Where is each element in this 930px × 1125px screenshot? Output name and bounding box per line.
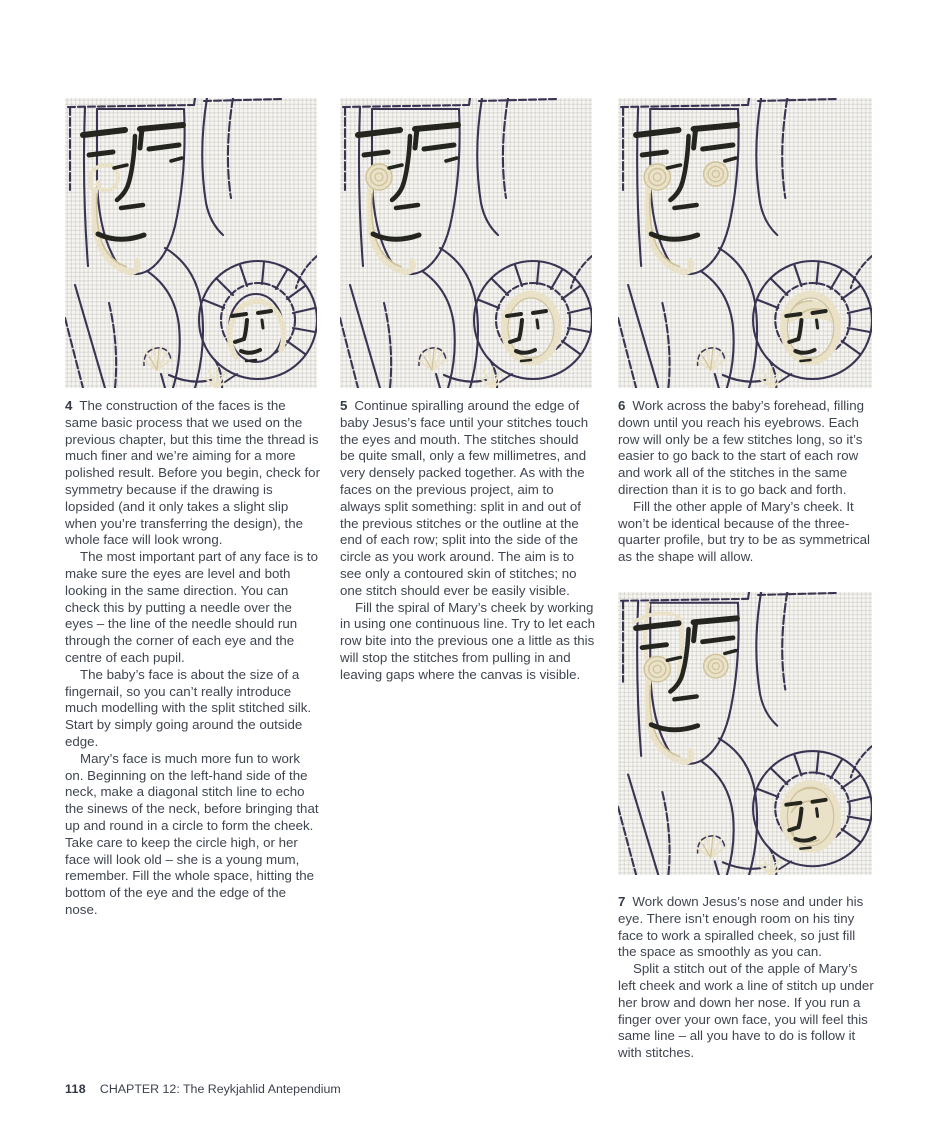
step-number: 4	[65, 398, 73, 413]
page-number: 118	[65, 1082, 86, 1096]
step-lead-paragraph: 4 The construction of the faces is the same basic process that we used on the previous chapter, but this time the thread is much finer and we’re aiming for a more polished result. Before you begin, check for symmetry because if the drawing is lopsided (and it only takes a slight slip when you’re transferring the design), the whole face will look wrong.	[65, 398, 321, 548]
embroidery-photo-step-6	[618, 98, 872, 388]
step-number: 7	[618, 894, 626, 909]
step-number: 5	[340, 398, 348, 413]
step-paragraph: Mary’s face is much more fun to work on. Beginning on the left-hand side of the neck, make a diagonal stitch line to echo the sinews of the neck, before bringing that up and round in a circle to form the cheek. Take care to keep the circle high, or her face will look old – she is a young mum, remember. Fill the whole space, hitting the bottom of the eye and the edge of the nose.	[65, 750, 319, 917]
step-7-instructions	[618, 894, 876, 1062]
step-lead-paragraph: 6 Work across the baby’s forehead, filling down until you reach his eyebrows. Each row will only be a few stitches long, so it’s easier to go back to the start of each row and work all of the stitches in the same direction than it is to go back and forth.	[618, 398, 864, 497]
step-lead-paragraph: 7 Work down Jesus’s nose and under his eye. There isn’t enough room on his tiny face to work a spiralled cheek, so just fill the space as smoothly as you can.	[618, 894, 864, 960]
step-4-instructions	[65, 398, 321, 919]
step-paragraph: The most important part of any face is to make sure the eyes are level and both looking in the same direction. You can check this by putting a needle over the eyes – the line of the needle should run through the corner of each eye and the centre of each pupil.	[65, 549, 318, 665]
step-lead-paragraph: 5 Continue spiralling around the edge of baby Jesus’s face until your stitches touch the eyes and mouth. The stitches should be quite small, only a few millimetres, and very densely packed together. As with the faces on the previous project, aim to always split something: split in and out of the previous stitches or the outline at the end of each row; split into the side of the circle as you work around. The aim is to see only a contoured skin of stitches; no one stitch should ever be easily visible.	[340, 398, 589, 598]
embroidery-photo-step-4	[65, 98, 317, 388]
page-footer	[65, 1082, 341, 1096]
embroidery-photo-step-7	[618, 592, 872, 875]
step-paragraph: Split a stitch out of the apple of Mary’s left cheek and work a line of stitch up under her brow and down her nose. If you run a finger over your own face, you will feel this same line – all you have to do is follow it with stitches.	[618, 961, 874, 1061]
embroidery-photo-step-5	[340, 98, 592, 388]
step-paragraph: Fill the spiral of Mary’s cheek by working in using one continuous line. Try to let each row bite into the previous one a little as this will stop the stitches from pulling in and leaving gaps where the canvas is visible.	[340, 599, 596, 682]
step-5-instructions	[340, 398, 596, 684]
step-paragraph: The baby’s face is about the size of a fingernail, so you can’t really introduce much modelling with the split stitched silk. Start by simply going around the outside edge.	[65, 666, 312, 749]
step-paragraph: Fill the other apple of Mary’s cheek. It won’t be identical because of the three-quarter profile, but try to be as symmetrical as the shape will allow.	[618, 498, 870, 565]
chapter-title: CHAPTER 12: The Reykjahlid Antependium	[99, 1082, 341, 1096]
step-6-instructions	[618, 398, 876, 566]
step-number: 6	[618, 398, 626, 413]
